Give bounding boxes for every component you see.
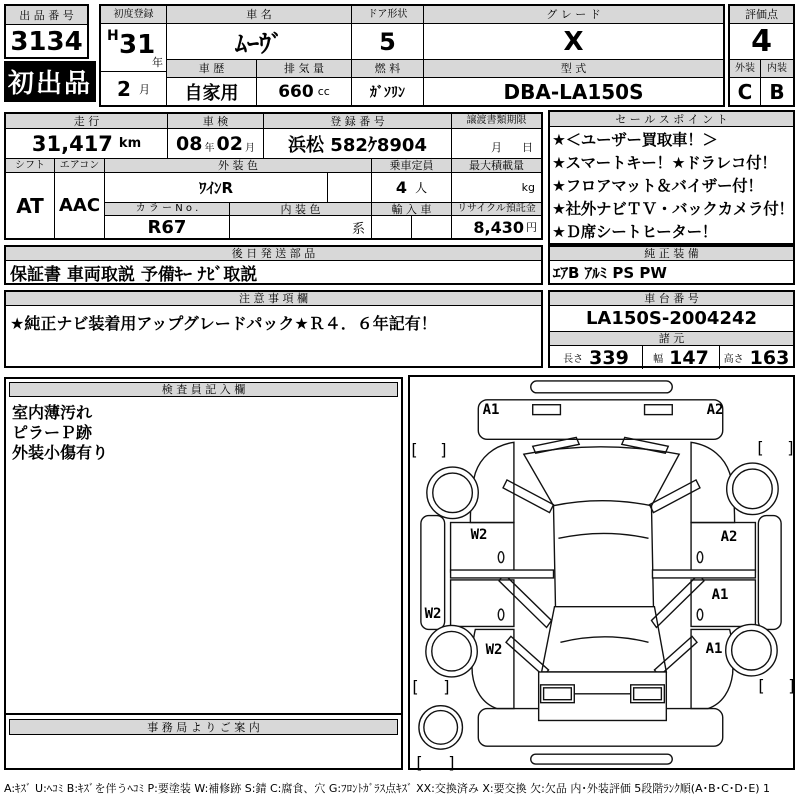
- score-box: [728, 4, 795, 107]
- damage-mark: A1: [482, 402, 500, 418]
- mileage-value-cell: [6, 129, 168, 159]
- inspection-year-suffix: 年: [204, 143, 215, 154]
- inspection-year: 08: [176, 132, 203, 155]
- damage-mark: A2: [720, 529, 738, 545]
- bracket-mark: [: [414, 753, 424, 772]
- grade-value: X: [424, 24, 723, 60]
- displacement-unit: cc: [317, 85, 330, 98]
- mileage-unit: km: [118, 136, 142, 151]
- bracket-mark: ]: [442, 677, 452, 696]
- damage-mark: A2: [706, 402, 724, 418]
- sales-points-label: セ ー ル ス ポ イ ン ト: [550, 112, 793, 127]
- transfer-day-suffix: 日: [522, 141, 533, 154]
- damage-mark: A1: [705, 641, 723, 657]
- recycle-deposit-cell: [452, 216, 541, 238]
- max-load-cell: [452, 173, 541, 203]
- displacement-value: 660: [278, 81, 314, 102]
- sales-points-box: [548, 110, 795, 245]
- spec-table: [4, 112, 543, 240]
- sales-point-item: ★Ｄ席シートヒーター！: [552, 223, 717, 241]
- footer-legend: A:ｷｽﾞ U:ﾍｺﾐ B:ｷｽﾞを伴うﾍｺﾐ P:要塗装 W:補修跡 S:錆 C:腐食、穴 G:ﾌﾛﾝﾄｶﾞﾗｽ点ｷｽﾞ XX:交換済み X:要交換 欠:欠品 内･外装評価 5段階ﾗﾝｸ順(A･B･C･D･E) 1: [4, 782, 771, 795]
- model-code-label: 型 式: [424, 60, 723, 78]
- aircon-value: AAC: [55, 173, 105, 238]
- inspection-month: 02: [216, 132, 243, 155]
- exterior-color-value: ﾜｲﾝR: [105, 173, 328, 203]
- score-value: 4: [730, 24, 793, 60]
- door-shape-value: 5: [352, 24, 424, 60]
- width-value: 147: [669, 346, 709, 369]
- capacity-label: 乗車定員: [372, 159, 452, 173]
- interior-grade-label: 内装: [761, 60, 793, 78]
- top-table: [99, 4, 725, 107]
- score-label: 評価点: [730, 6, 793, 24]
- equipment-value: ｴｱB ｱﾙﾐ PS PW: [553, 263, 667, 282]
- inspection-value-cell: [168, 129, 264, 159]
- grade-label: グ レ ー ド: [424, 6, 723, 24]
- lot-number-label: 出 品 番 号: [6, 6, 87, 25]
- recycle-deposit-value: 8,430: [473, 217, 524, 237]
- inspection-month-suffix: 月: [244, 143, 255, 154]
- shift-value: AT: [6, 173, 55, 238]
- bracket-mark: [: [756, 676, 766, 695]
- car-name-label: 車 名: [167, 6, 352, 24]
- height-label: 高さ: [723, 354, 744, 365]
- max-load-unit: kg: [521, 181, 535, 194]
- import-car-label: 輸 入 車: [372, 203, 452, 216]
- registration-number-label: 登 録 番 号: [264, 114, 452, 129]
- equipment-box: [548, 245, 795, 285]
- inspector-note: ピラーＰ跡: [12, 423, 93, 442]
- capacity-value-cell: [372, 173, 452, 203]
- cautions-value: ★純正ナビ装着用アップグレードパック★Ｒ４．６年記有！: [10, 314, 437, 333]
- recycle-deposit-label: リサイクル預託金: [452, 203, 541, 216]
- transfer-deadline-cell: [452, 129, 541, 159]
- first-registration-label: 初度登録: [101, 6, 167, 24]
- bracket-mark: ]: [439, 440, 449, 459]
- sales-point-item: ★＜ユーザー買取車！＞: [552, 131, 718, 149]
- capacity-unit: 人: [415, 181, 428, 195]
- lot-number-box: [4, 4, 89, 59]
- bracket-mark: [: [410, 677, 420, 696]
- color-no-label: カ ラ ー N o .: [105, 203, 230, 216]
- dimensions-row: [550, 346, 793, 369]
- registration-number-value: 浜松 582ｹ8904: [264, 129, 452, 159]
- month-suffix: 月: [138, 82, 150, 96]
- dimension-width: [643, 346, 720, 369]
- damage-diagram-labels: [409, 377, 797, 772]
- exterior-color-label: 外 装 色: [105, 159, 372, 173]
- bracket-mark: [: [755, 438, 765, 457]
- equipment-label: 純 正 装 備: [550, 247, 793, 261]
- length-label: 長さ: [563, 354, 584, 365]
- dimension-length: [550, 346, 643, 369]
- first-registration-month-cell: [101, 72, 167, 105]
- interior-grade-value: B: [769, 79, 785, 104]
- length-value: 339: [589, 346, 629, 369]
- history-value: 自家用: [167, 78, 257, 105]
- damage-mark: A1: [711, 587, 729, 603]
- year-suffix: 年: [152, 56, 163, 69]
- model-code-value: DBA-LA150S: [503, 79, 644, 104]
- capacity-value: 4: [395, 178, 408, 197]
- mileage-label: 走 行: [6, 114, 168, 129]
- cautions-box: [4, 290, 543, 368]
- bracket-mark: ]: [447, 753, 457, 772]
- inspector-note: 室内薄汚れ: [12, 403, 93, 422]
- bracket-mark: [: [409, 440, 419, 459]
- car-name-value: ﾑｰｳﾞ: [167, 24, 352, 60]
- lot-number-value: 3134: [10, 26, 83, 57]
- import-car-cell-2: [412, 216, 452, 238]
- sales-point-item: ★スマートキー！★ドラレコ付！: [552, 154, 777, 172]
- damage-diagram-box: [408, 375, 795, 770]
- inspection-label: 車 検: [168, 114, 264, 129]
- width-label: 幅: [653, 354, 664, 365]
- max-load-label: 最大積載量: [452, 159, 541, 173]
- cautions-label: 注 意 事 項 欄: [6, 292, 541, 306]
- dimensions-label: 諸 元: [550, 332, 793, 346]
- interior-color-label: 内 装 色: [230, 203, 372, 216]
- office-divider: [6, 713, 401, 715]
- damage-mark: W2: [424, 606, 442, 622]
- first-registration-month: 2: [117, 76, 131, 101]
- bracket-mark: ]: [786, 438, 796, 457]
- shift-label: シフト: [6, 159, 55, 173]
- first-listing-badge: 初出品: [4, 61, 96, 102]
- later-shipping-box: [4, 245, 543, 285]
- fuel-value: ｶﾞｿﾘﾝ: [352, 78, 424, 105]
- bracket-mark: ]: [787, 676, 797, 695]
- chassis-number-value: LA150S-2004242: [550, 306, 793, 332]
- inspector-label: 検 査 員 記 入 欄: [9, 382, 398, 397]
- import-car-cell-1: [372, 216, 412, 238]
- door-shape-label: ドア形状: [352, 6, 424, 24]
- later-shipping-value: 保証書 車両取説 予備ｷｰ ﾅﾋﾞ取説: [10, 264, 258, 283]
- history-label: 車 歴: [167, 60, 257, 78]
- inspector-box: [4, 377, 403, 770]
- fuel-label: 燃 料: [352, 60, 424, 78]
- dimension-height: [720, 346, 793, 369]
- transfer-deadline-label: 譲渡書類期限: [452, 114, 541, 129]
- exterior-color-extra-cell: [328, 173, 372, 203]
- exterior-grade-value: C: [730, 78, 761, 105]
- sales-point-item: ★社外ナビＴＶ・バックカメラ付！: [552, 200, 794, 218]
- transfer-month-suffix: 月: [491, 141, 502, 154]
- damage-mark: W2: [485, 642, 503, 658]
- aircon-label: エアコン: [55, 159, 105, 173]
- height-value: 163: [749, 346, 790, 369]
- first-registration-year: 31: [119, 30, 156, 60]
- exterior-grade-label: 外装: [730, 60, 761, 78]
- inspector-note: 外装小傷有り: [12, 443, 109, 462]
- chassis-box: [548, 290, 795, 368]
- damage-mark: W2: [470, 527, 488, 543]
- interior-color-cell: [230, 216, 372, 238]
- chassis-number-label: 車 台 番 号: [550, 292, 793, 306]
- color-no-value: R67: [105, 216, 230, 238]
- mileage-value: 31,417: [31, 131, 113, 156]
- era-letter: H: [107, 28, 119, 44]
- later-shipping-label: 後 日 発 送 部 品: [6, 247, 541, 261]
- displacement-value-cell: [257, 78, 352, 105]
- inspector-notes: [12, 403, 108, 463]
- displacement-label: 排 気 量: [257, 60, 352, 78]
- sales-point-item: ★フロアマット＆バイザー付！: [552, 177, 763, 195]
- interior-color-suffix: 系: [351, 221, 365, 237]
- first-registration-year-cell: [101, 24, 167, 72]
- recycle-deposit-unit: 円: [526, 221, 537, 234]
- office-label: 事 務 局 よ り ご 案 内: [9, 719, 398, 735]
